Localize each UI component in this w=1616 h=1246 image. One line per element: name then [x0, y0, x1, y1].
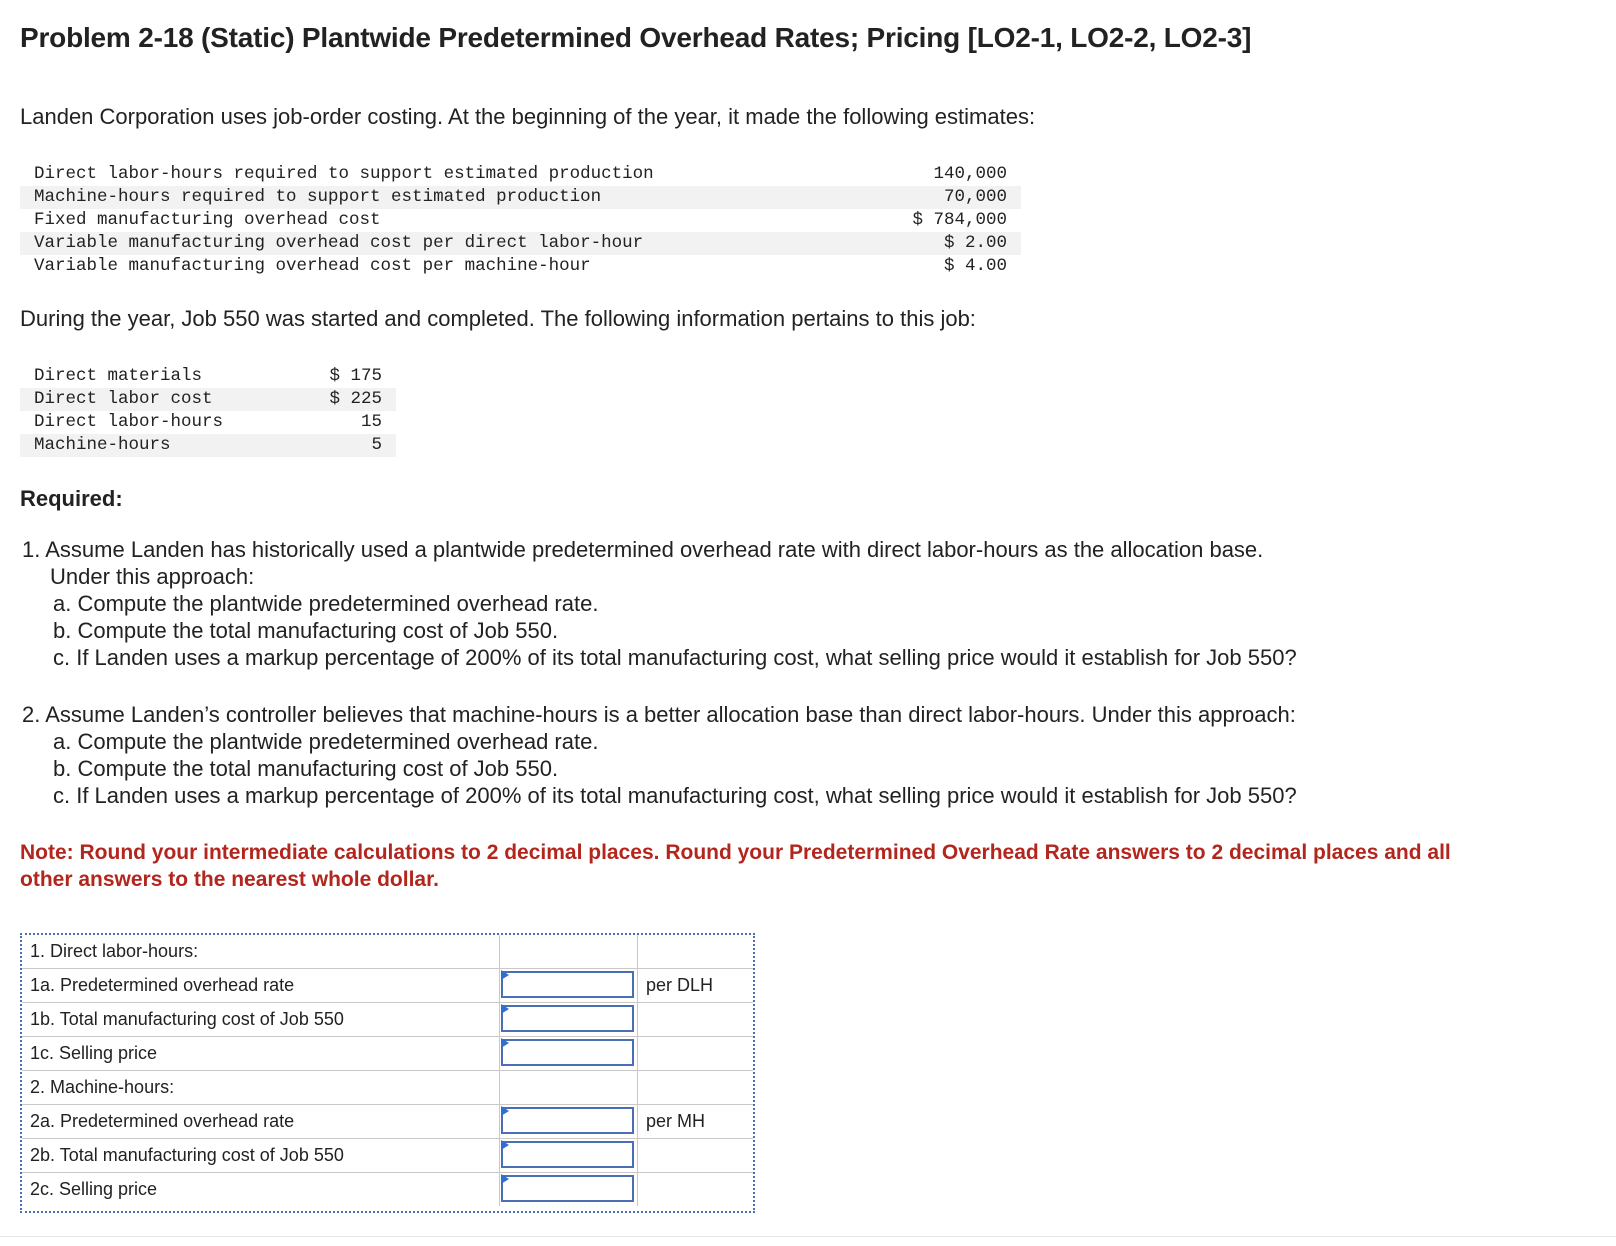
table-row [22, 1037, 753, 1071]
estimate-value: 70,000 [868, 186, 1021, 209]
estimate-label: Variable manufacturing overhead cost per direct labor-hour [20, 232, 868, 255]
flag-icon [501, 970, 509, 980]
table-row [22, 1173, 753, 1207]
section-1-heading: 1. Direct labor-hours: [22, 935, 500, 969]
flag-icon [501, 1174, 509, 1184]
estimate-value: $ 784,000 [912, 210, 1007, 230]
row-1b-label: 1b. Total manufacturing cost of Job 550 [22, 1003, 500, 1037]
requirement-1-line2: Under this approach: [50, 564, 255, 589]
job-value: $ 225 [298, 388, 396, 411]
answer-2b-input[interactable] [501, 1141, 634, 1168]
estimate-label: Direct labor-hours required to support estimated production [34, 164, 654, 184]
requirement-2c: c. If Landen uses a markup percentage of 200% of its total manufacturing cost, what selling price would it establish for Job 550? [53, 783, 1297, 808]
answer-2c-input[interactable] [501, 1175, 634, 1202]
estimate-label: Fixed manufacturing overhead cost [34, 210, 381, 230]
unit-1a: per DLH [638, 969, 754, 1003]
required-heading: Required: [20, 486, 123, 511]
flag-icon [501, 1140, 509, 1150]
table-row [22, 1003, 753, 1037]
requirement-2-line1: 2. Assume Landen’s controller believes that machine-hours is a better allocation base than direct labor-hours. Under this approach: [22, 702, 1296, 727]
job-label: Direct labor cost [20, 388, 298, 411]
answer-table [22, 935, 753, 1206]
row-2b-label: 2b. Total manufacturing cost of Job 550 [22, 1139, 500, 1173]
answer-1a-input[interactable] [501, 971, 634, 998]
answer-1b-input[interactable] [501, 1005, 634, 1032]
table-row [22, 969, 753, 1003]
table-row [20, 163, 1021, 186]
requirement-1a: a. Compute the plantwide predetermined overhead rate. [53, 591, 599, 616]
requirement-2a: a. Compute the plantwide predetermined overhead rate. [53, 729, 599, 754]
table-row [20, 232, 1021, 255]
job-label: Direct labor-hours [34, 412, 224, 432]
job-value: 15 [360, 412, 382, 432]
requirement-1 [20, 536, 1297, 671]
divider [0, 1236, 1616, 1237]
requirement-1c: c. If Landen uses a markup percentage of 200% of its total manufacturing cost, what selling price would it establish for Job 550? [53, 645, 1297, 670]
row-1c-label: 1c. Selling price [22, 1037, 500, 1071]
job-value: $ 175 [329, 366, 382, 386]
estimate-value: $ 2.00 [868, 232, 1021, 255]
table-row [20, 365, 396, 388]
requirement-1-line1: 1. Assume Landen has historically used a plantwide predetermined overhead rate with direct labor-hours as the allocation base. [22, 537, 1264, 562]
requirement-1b: b. Compute the total manufacturing cost of Job 550. [53, 618, 559, 643]
job-value: 5 [298, 434, 396, 457]
row-1a-label: 1a. Predetermined overhead rate [22, 969, 500, 1003]
answer-1c-input[interactable] [501, 1039, 634, 1066]
flag-icon [501, 1038, 509, 1048]
requirement-2b: b. Compute the total manufacturing cost of Job 550. [53, 756, 559, 781]
table-row [20, 434, 396, 457]
table-row [20, 411, 396, 434]
job-intro-text: During the year, Job 550 was started and completed. The following information pertains to this job: [20, 306, 976, 331]
requirement-2 [20, 701, 1297, 809]
job-label: Direct materials [34, 366, 203, 386]
answer-table-container [20, 933, 755, 1213]
table-row [22, 935, 753, 969]
job-label: Machine-hours [20, 434, 298, 457]
table-row [20, 255, 1021, 278]
flag-icon [501, 1004, 509, 1014]
table-row [22, 1071, 753, 1105]
job-table [20, 365, 396, 457]
estimate-value: $ 4.00 [943, 256, 1007, 276]
estimate-label: Machine-hours required to support estimated production [20, 186, 868, 209]
section-2-heading: 2. Machine-hours: [22, 1071, 500, 1105]
estimate-value: 140,000 [933, 164, 1007, 184]
table-row [20, 186, 1021, 209]
rounding-note: Note: Round your intermediate calculations to 2 decimal places. Round your Predetermined Overhead Rate answers to 2 decimal places and all other answers to the nearest whole dollar. [20, 841, 1451, 891]
estimates-table [20, 163, 1021, 278]
unit-2a: per MH [638, 1105, 754, 1139]
table-row [22, 1105, 753, 1139]
answer-2a-input[interactable] [501, 1107, 634, 1134]
table-row [22, 1139, 753, 1173]
page-title: Problem 2-18 (Static) Plantwide Predetermined Overhead Rates; Pricing [LO2-1, LO2-2, LO2-3] [20, 22, 1252, 53]
table-row [20, 388, 396, 411]
estimate-label: Variable manufacturing overhead cost per machine-hour [34, 256, 591, 276]
row-2c-label: 2c. Selling price [22, 1173, 500, 1207]
intro-text: Landen Corporation uses job-order costing. At the beginning of the year, it made the following estimates: [20, 104, 1036, 129]
row-2a-label: 2a. Predetermined overhead rate [22, 1105, 500, 1139]
flag-icon [501, 1106, 509, 1116]
table-row [20, 209, 1021, 232]
